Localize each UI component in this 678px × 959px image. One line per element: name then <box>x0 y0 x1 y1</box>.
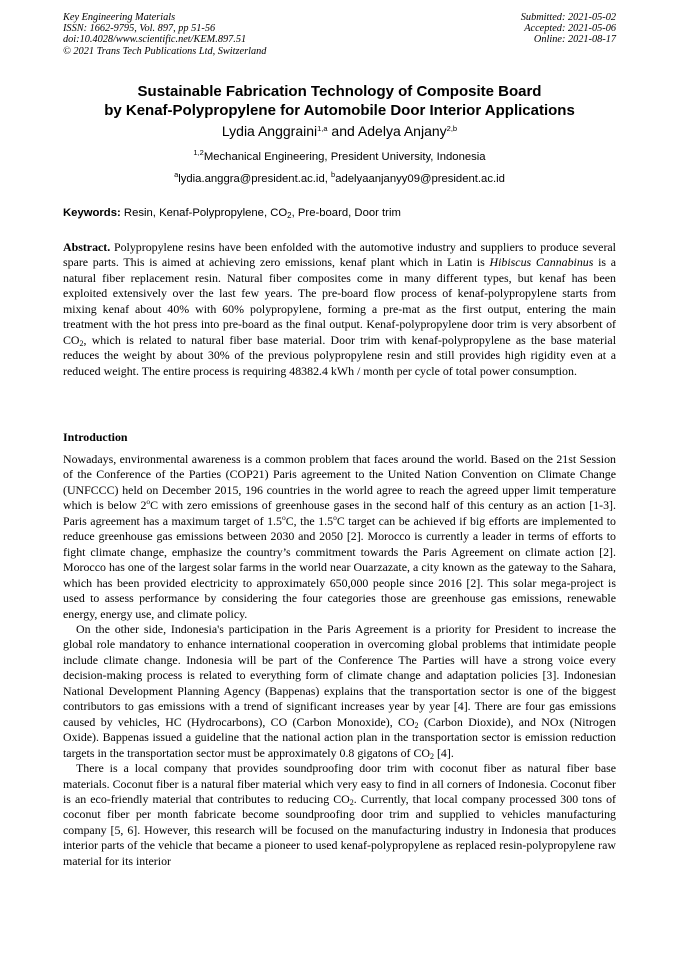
journal-doi: doi:10.4028/www.scientific.net/KEM.897.51 <box>63 34 247 46</box>
para1-text-c: C, the 1.5 <box>285 513 334 528</box>
degree-sup: o <box>333 512 337 522</box>
author-1-affil: 1,a <box>317 124 328 133</box>
keywords-text: Resin, Kenaf-Polypropylene, CO <box>120 207 288 219</box>
affiliation-marker: 1,2 <box>193 148 204 157</box>
abstract-text-1: Polypropylene resins have been enfolded with the automotive industry and suppliers to produce several spare parts. This is aimed at achieving zero emissions, kenaf plant which in Latin is <box>63 240 616 270</box>
degree-sup: o <box>281 512 286 522</box>
email-marker-a: a <box>174 170 179 179</box>
keywords-label: Keywords: <box>63 207 121 219</box>
author-2-affil: 2,b <box>446 124 458 133</box>
para1-text-a: Nowadays, environmental awareness is a common problem that faces around the world. Based on the 21st Session of the Conference of the Parties (COP21) Paris agreement to the United Nation Convention on Climate Change (UNFCCC) held on December 2015, 196 countries in the world agree to reach the agreed upper limit temperature which is below 2 <box>63 452 616 513</box>
para1-text-d: C target can be achieved if big efforts are implemented to reduce greenhouse gas emissions between 2030 and 2050 [2]. Morocco is currently a leader in terms of efforts to fight climate change, emphasize the country’s commitment towards the Paris Agreement on climate action [2]. Morocco has one of the largest solar farms in the world near Ouarzazate, a city known as the gateway to the Sahara, which has been provided electricity to approximately 650,000 people since 2016 [2]. This solar mega-project is used to assess performance by considering the four categories those are greenhouse gas emissions, renewable energy, energy use, and climate policy. <box>63 513 616 621</box>
intro-paragraph-3 <box>63 761 616 869</box>
introduction-body <box>63 452 616 869</box>
co2-subscript: 2 <box>349 797 354 807</box>
title-line-1: Sustainable Fabrication Technology of Composite Board <box>137 83 542 100</box>
journal-copyright: © 2021 Trans Tech Publications Ltd, Switzerland <box>63 45 267 57</box>
author-emails <box>63 172 616 186</box>
co2-subscript: 2 <box>430 751 434 761</box>
abstract <box>63 240 616 379</box>
affiliation <box>63 150 616 164</box>
email-b: adelyaanjanyy09@president.ac.id <box>335 173 505 185</box>
para2-text-a: On the other side, Indonesia's participation in the Paris Agreement is a priority for President to increase the global role mandatory to enhance international cooperation in overcoming global problems that intimidate people include climate change. Indonesia will be part of the Conference The Parties will have a strong voice every decision-making process is related to everything form of climate change and adaptation policies [3]. Indonesian National Development Planning Agency (Bappenas) explains that the transportation sector is one of the biggest contributors to gas emissions with a trend of significant increases year by year [4]. There are four gas emissions caused by vehicles, HC (Hydrocarbons), CO (Carbon Monoxide), CO <box>63 621 616 729</box>
keywords-subscript: 2 <box>287 211 292 220</box>
paper-title <box>63 82 616 120</box>
abstract-subscript: 2 <box>79 338 84 348</box>
journal-info <box>63 12 266 57</box>
abstract-species-name: Hibiscus Cannabinus <box>489 255 594 270</box>
para3-text-b: . Currently, that local company processed 300 tons of coconut fiber per month fabricate become soundproofing door trim and supplied to vehicles manufacturing company [5, 6]. However, this research will be focused on the manufacturing industry in Indonesia that produces interior parts of the vehicle that became a pioneer to used kenaf-polypropylene as replaced resin-polypropylene raw material for its interior <box>63 791 616 868</box>
intro-paragraph-1 <box>63 452 616 622</box>
para1-text-b: C with zero emissions of greenhouse gases in the second half of this century as an action [1-3]. Paris agreement has a maximum target of 1.5 <box>63 498 616 528</box>
abstract-label: Abstract. <box>63 240 111 254</box>
author-conj: and <box>327 123 358 139</box>
publication-dates <box>521 12 616 46</box>
affiliation-text: Mechanical Engineering, President University, Indonesia <box>203 151 486 163</box>
abstract-text-3: , which is related to natural fiber base material. Door trim with kenaf-polypropylene as the base material reduces the weight by about 30% of the previous polypropylene resin and still provides high rigidity even at a reduced weight. The entire process is requiring 48382.4 kWh / month per cycle of total power consumption. <box>63 332 616 378</box>
author-2: Adelya Anjany <box>357 123 447 139</box>
para2-text-b: (Carbon Dioxide), and NOx (Nitrogen Oxide). Bappenas issued a guideline that the national action plan in the transportation sector is emission reduction targets in the transportation sector must be approximately 0.8 gigatons of CO <box>63 714 616 760</box>
para2-text-c: [4]. <box>434 745 454 760</box>
authors <box>63 122 616 140</box>
author-1: Lydia Anggraini <box>221 123 318 139</box>
para3-text-a: There is a local company that provides soundproofing door trim with coconut fiber as natural fiber base materials. Coconut fiber is a natural fiber material which very easy to find in all corners of Indonesia. Coconut fiber is an eco-friendly material that contributes to reducing CO <box>63 761 616 806</box>
journal-issn: ISSN: 1662-9795, Vol. 897, pp 51-56 <box>63 23 216 35</box>
title-line-2: by Kenaf-Polypropylene for Automobile Door Interior Applications <box>104 102 575 119</box>
online-date: Online: 2021-08-17 <box>533 34 616 46</box>
submitted-date: Submitted: 2021-05-02 <box>520 12 616 23</box>
keywords <box>63 206 401 220</box>
keywords-text-rest: , Pre-board, Door trim <box>291 207 401 219</box>
section-heading-introduction: Introduction <box>63 430 128 444</box>
accepted-date: Accepted: 2021-05-06 <box>524 23 616 35</box>
email-marker-b: b <box>331 170 336 179</box>
journal-name: Key Engineering Materials <box>63 12 176 23</box>
email-a: lydia.anggra@president.ac.id, <box>178 173 332 185</box>
degree-sup: o <box>146 497 151 507</box>
intro-paragraph-2 <box>63 622 616 761</box>
abstract-text-2: is a natural fiber replacement resin. Natural fiber composites come in many different types, but kenaf has been exploited extensively over the last few years. The pre-board flow process of kenaf-polypropylene starts from mixing kenaf about 40% with 60% polypropylene, forming a pre-mat as the first output, entering the main treatment with the hot press into pre-board as the final output. Kenaf-polypropylene door trim is very absorbent of CO <box>63 255 617 347</box>
co2-subscript: 2 <box>414 720 419 730</box>
